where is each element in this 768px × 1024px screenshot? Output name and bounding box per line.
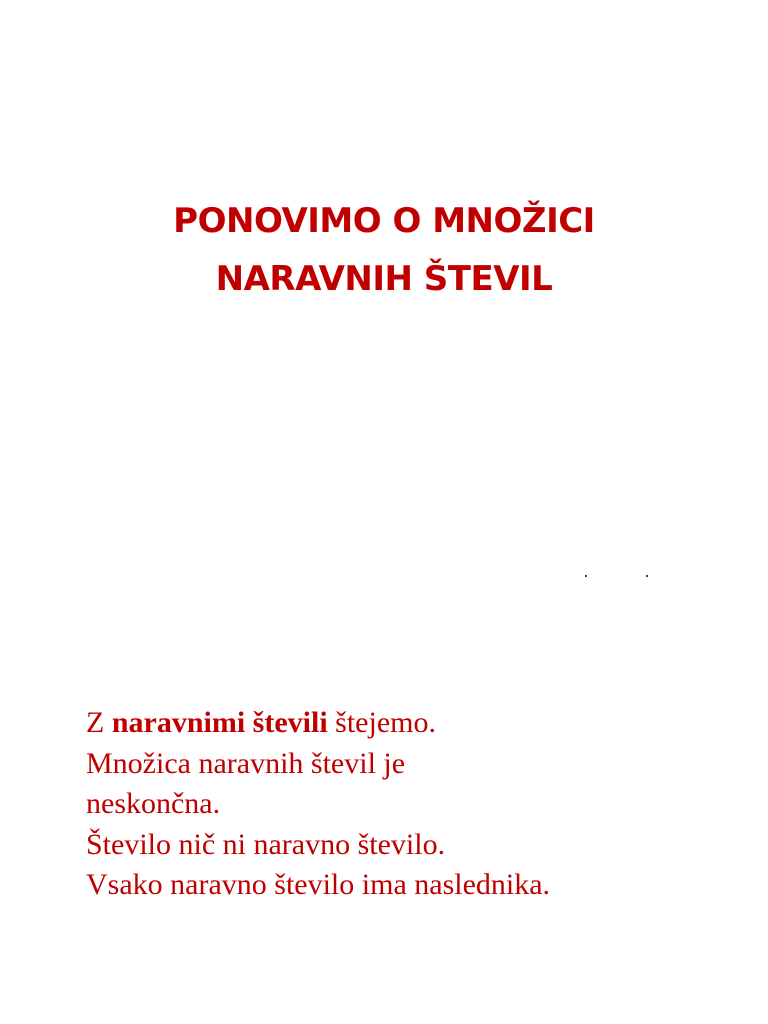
body-line-2: Množica naravnih števil je (86, 746, 406, 780)
body-line-1-bold: naravnimi števili (111, 706, 328, 739)
body-line-1 (86, 703, 686, 744)
body-line-1-suffix: štejemo. (327, 706, 436, 739)
page-title (0, 192, 768, 308)
speck-mark (646, 575, 648, 577)
title-line-1: PONOVIMO O MNOŽICI (173, 201, 595, 241)
body-line-3: neskončna. (86, 787, 221, 820)
body-line-1-prefix: Z (86, 706, 112, 739)
body-paragraph (86, 703, 686, 906)
body-line-5: Vsako naravno število ima naslednika. (86, 868, 551, 901)
title-line-2: NARAVNIH ŠTEVIL (215, 259, 553, 299)
speck-mark (585, 575, 587, 577)
body-line-4: Število nič ni naravno število. (86, 827, 446, 861)
